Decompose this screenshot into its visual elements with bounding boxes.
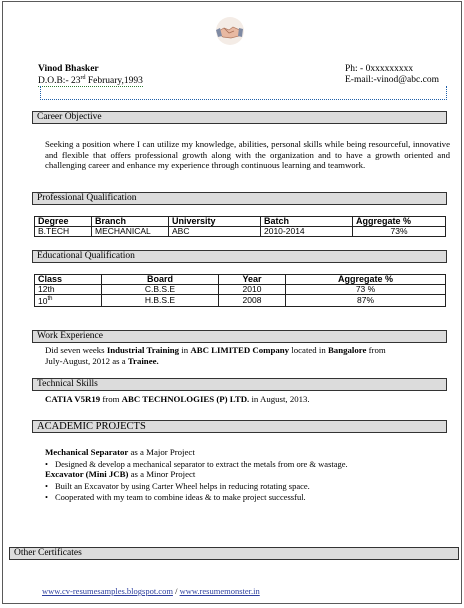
candidate-name: Vinod Bhasker <box>38 64 99 74</box>
project-2-bullet: • Built an Excavator by using Carter Wheel helps in reducing rotating space. <box>55 481 310 491</box>
section-work-experience: Work Experience <box>32 330 447 343</box>
col-board: Board <box>102 275 219 285</box>
footer-link-resumemonster[interactable]: www.resumemonster.in <box>179 586 260 596</box>
section-professional-qualification: Professional Qualification <box>32 192 447 205</box>
phone-number: Ph: - 0xxxxxxxxx <box>345 64 414 74</box>
section-academic-projects: ACADEMIC PROJECTS <box>32 420 447 433</box>
email-address: E-mail:-vinod@abc.com <box>345 75 439 85</box>
resume-page <box>2 1 462 604</box>
table-header-row <box>35 275 446 285</box>
professional-table <box>34 216 446 237</box>
date-of-birth: D.O.B:- 23rd February,1993 <box>38 75 143 87</box>
section-other-certificates: Other Certificates <box>9 547 459 560</box>
cell-aggregate: 73 % <box>286 285 446 295</box>
footer-links: www.cv-resumesamples.blogspot.com / www.resumemonster.in <box>42 586 260 596</box>
cell-branch: MECHANICAL <box>92 227 169 237</box>
footer-link-blogspot[interactable]: www.cv-resumesamples.blogspot.com <box>42 586 173 596</box>
cell-class: 12th <box>35 285 102 295</box>
col-class: Class <box>35 275 102 285</box>
table-row <box>35 285 446 295</box>
cell-board: H.B.S.E <box>102 295 219 307</box>
table-header-row <box>35 217 446 227</box>
work-experience-text: Did seven weeks Industrial Training in ABC LIMITED Company located in Bangalore from July-August, 2012 as a Trainee. <box>45 345 386 366</box>
section-educational-qualification: Educational Qualification <box>32 250 447 263</box>
col-university: University <box>169 217 261 227</box>
cell-university: ABC <box>169 227 261 237</box>
table-row <box>35 295 446 307</box>
project-2-bullet: • Cooperated with my team to combine ideas & to make project successful. <box>55 492 306 502</box>
table-row <box>35 227 446 237</box>
col-aggregate: Aggregate % <box>286 275 446 285</box>
section-technical-skills: Technical Skills <box>32 378 447 391</box>
cell-aggregate: 73% <box>353 227 446 237</box>
project-2-title: Excavator (Mini JCB) as a Minor Project <box>45 469 196 479</box>
cell-aggregate: 87% <box>286 295 446 307</box>
cell-degree: B.TECH <box>35 227 92 237</box>
col-degree: Degree <box>35 217 92 227</box>
cell-year: 2010 <box>219 285 286 295</box>
section-career-objective: Career Objective <box>32 111 447 124</box>
cell-board: C.B.S.E <box>102 285 219 295</box>
educational-table <box>34 274 446 307</box>
cell-class: 10th <box>35 295 102 307</box>
technical-skills-text: CATIA V5R19 from ABC TECHNOLOGIES (P) LTD. in August, 2013. <box>45 394 310 404</box>
col-batch: Batch <box>261 217 353 227</box>
project-1-title: Mechanical Separator as a Major Project <box>45 447 195 457</box>
career-objective-text: Seeking a position where I can utilize my knowledge, abilities, personal skills while being resourceful, innovative and flexible that offers professional growth along with the organization and to have a growth oriented and challenging career and enhance my experience through continuous learning and teamwork. <box>45 139 450 170</box>
col-year: Year <box>219 275 286 285</box>
project-1-bullet: • Designed & develop a mechanical separator to extract the metals from ore & wastage. <box>55 459 348 469</box>
cell-year: 2008 <box>219 295 286 307</box>
handshake-icon <box>214 16 246 46</box>
col-branch: Branch <box>92 217 169 227</box>
cell-batch: 2010-2014 <box>261 227 353 237</box>
col-aggregate: Aggregate % <box>353 217 446 227</box>
header-divider <box>40 86 447 100</box>
